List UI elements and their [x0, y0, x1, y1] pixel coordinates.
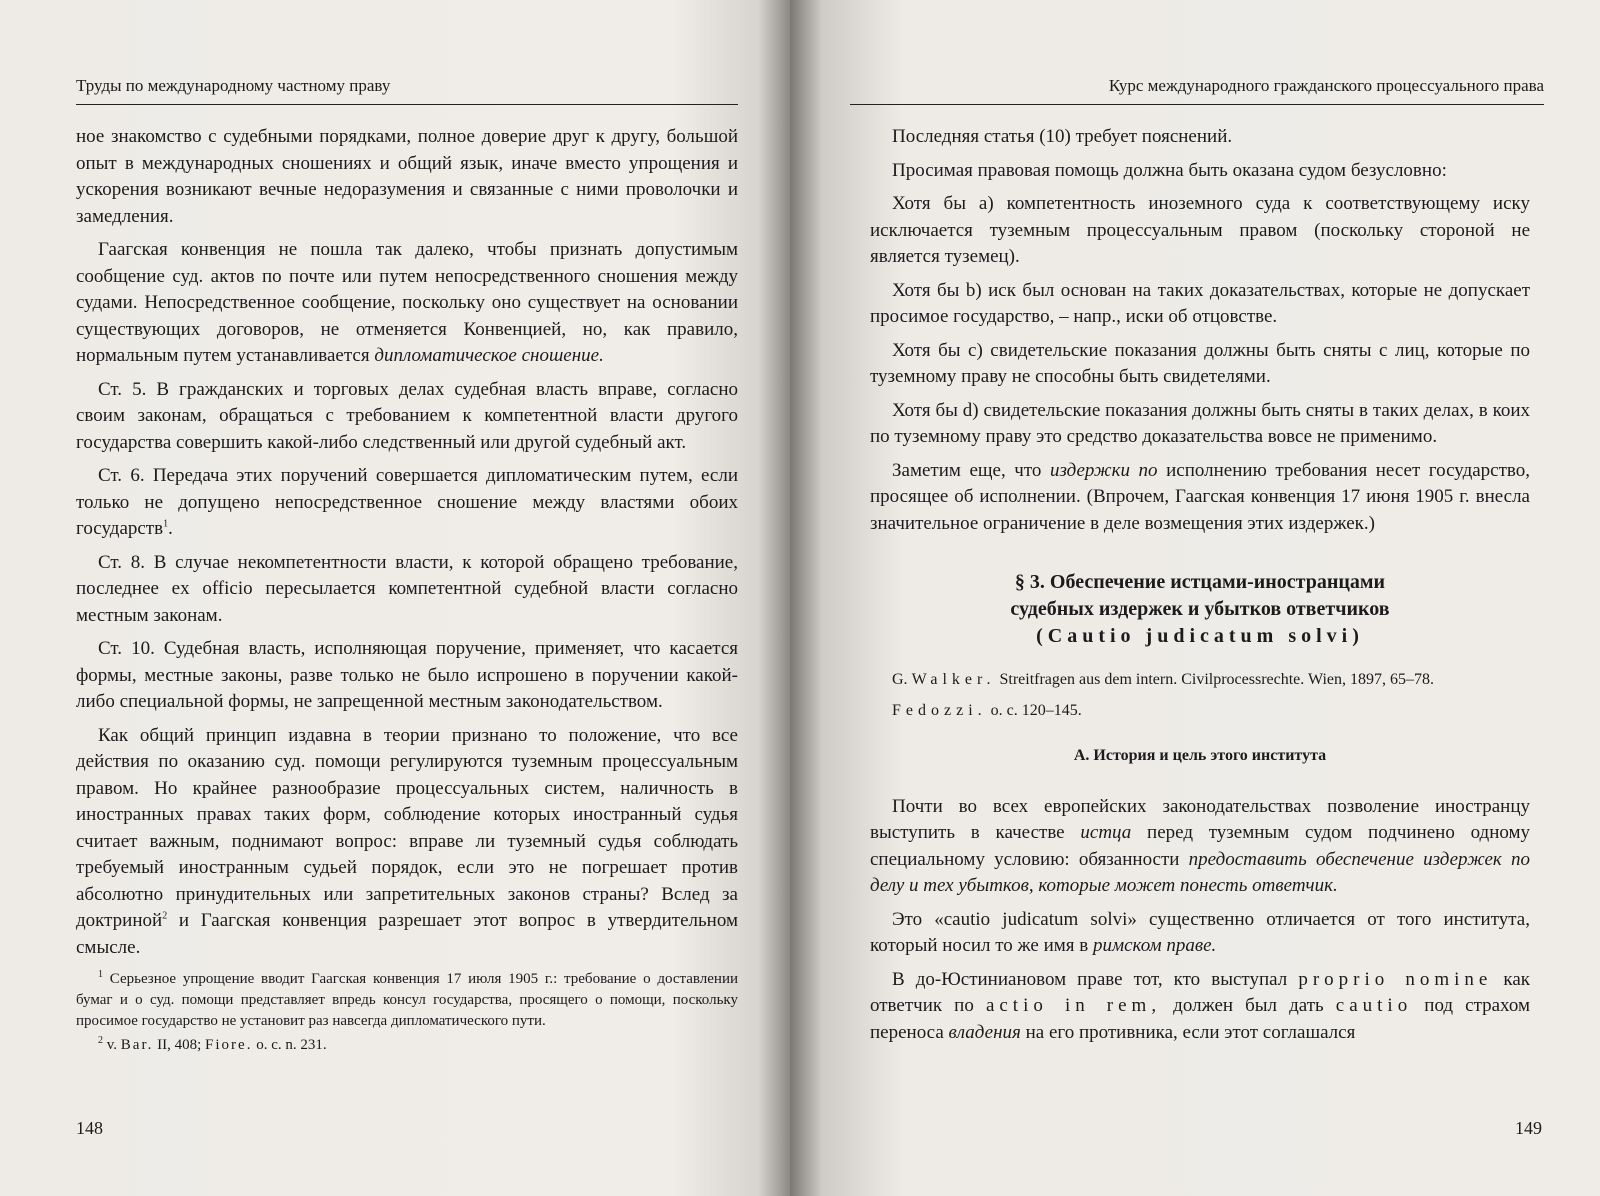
- footnote: $^1$ Серьезное упрощение вводит Гаагская конвенция 17 июля 1905 г.: требование о доставлении бумаг и о суд. помощи представляет впредь консул государства, просящего о помощи, поскольку просимое государство не установит раз навсегда дипломатического пути.: [76, 969, 739, 1029]
- right-page: [790, 0, 1600, 1196]
- literature-ref: Fedozzi. o. c. 120–145.: [892, 702, 1082, 719]
- left-page-number: 148: [76, 1118, 103, 1138]
- footnote-mark: 2: [162, 910, 168, 922]
- right-page-body: [870, 124, 1530, 1053]
- paragraph: Ст. 6. Передача этих поручений совершается дипломатическим путем, если только не допущено непосредственное сношение между властями обоих государств$^1$.: [76, 465, 738, 539]
- paragraph: Просимая правовая помощь должна быть оказана судом безусловно:: [892, 159, 1447, 181]
- section-title: § 3. Обеспечение истцами-иностранцами судебных издержек и убытков ответчиков (Cautio judicatum solvi): [1010, 571, 1390, 647]
- paragraph: Последняя статья (10) требует пояснений.: [892, 126, 1233, 147]
- literature-ref: G. Walker. Streitfragen aus dem intern. Civilprocessrechte. Wien, 1897, 65–78.: [892, 671, 1434, 688]
- footnotes: [76, 969, 738, 1056]
- subheading: А. История и цель этого института: [1073, 747, 1327, 764]
- right-page-number: 149: [1515, 1118, 1542, 1138]
- paragraph: Ст. 10. Судебная власть, исполняющая поручение, применяет, что касается формы, местные законы, разве только не было испрошено в поручении какой-либо специальной формы, не запрещенной местным законодательством.: [76, 638, 738, 712]
- paragraph: Ст. 8. В случае некомпетентности власти, к которой обращено требование, последнее ex officio пересылается компетентной судебной власти согласно местным законам.: [76, 551, 738, 626]
- paragraph: В до-Юстиниановом праве тот, кто выступал proprio nomine как ответчик по actio in rem, должен был дать cautio под страхом переноса владения на его противника, если этот соглашался: [870, 968, 1531, 1043]
- left-page-body: [76, 124, 738, 1059]
- paragraph: Хотя бы а) компетентность иноземного суда к соответствующему иску исключается туземным процессуальным правом (поскольку стороной не является туземец).: [870, 193, 1530, 267]
- paragraph: ное знакомство с судебными порядками, полное доверие друг к другу, большой опыт в международных сношениях и общий язык, иначе вместо упрощения и ускорения возникают вечные недоразумения и связанные с ними проволочки и замедления.: [76, 126, 738, 227]
- paragraph: Как общий принцип издавна в теории признано то положение, что все действия по оказанию суд. помощи регулируются туземным процессуальным правом. Но крайнее разнообразие процессуальных систем, наличность в иностранных правах таких форм, соблюдение которых иностранный судья считает важным, поднимают вопрос: вправе ли туземный судья соблюдать требуемый иностранным судьей порядок, если это не погрешает против абсолютно принудительных или запретительных законов страны? Вслед за доктриной$^2$ и Гаагская конвенция разрешает этот вопрос в утвердительном смысле.: [76, 724, 738, 958]
- footnote-mark: 1: [163, 518, 169, 530]
- left-head-rule: [76, 104, 738, 105]
- paragraph: Это «cautio judicatum solvi» существенно отличается от того института, который носил то же имя в римском праве.: [870, 908, 1530, 956]
- paragraph: Заметим еще, что издержки по исполнению требования несет государство, просящее об исполнении. (Впрочем, Гаагская конвенция 17 июня 1905 г. внесла значительное ограничение в деле возмещения этих издержек.): [870, 459, 1531, 534]
- paragraph: Гаагская конвенция не пошла так далеко, чтобы признать допустимым сообщение суд. актов по почте или путем непосредственного сношения между судами. Непосредственное сообщение, поскольку оно существует на основании существующих договоров, не отменяется Конвенцией, но, как правило, нормальным путем устанавливается дипломатическое сношение.: [76, 239, 738, 366]
- paragraph: Хотя бы b) иск был основан на таких доказательствах, которые не допускает просимое государство, – напр., иски об отцовстве.: [870, 279, 1530, 327]
- paragraph: Ст. 5. В гражданских и торговых делах судебная власть вправе, согласно своим законам, обращаться с требованием к компетентной власти другого государства совершить какой-либо следственный или другой судебный акт.: [76, 378, 738, 453]
- left-page: [0, 0, 790, 1196]
- right-head-rule: [850, 104, 1544, 105]
- footnote: $^2$ v. Bar. II, 408; Fiore. o. c. n. 231.: [98, 1035, 327, 1053]
- left-running-head: Труды по международному частному праву: [76, 76, 391, 95]
- paragraph: Почти во всех европейских законодательствах позволение иностранцу выступить в качестве истца перед туземным судом подчинено одному специальному условию: обязанности предоставить обеспечение издержек по делу и тех убытков, которые может понесть ответчик.: [870, 795, 1531, 896]
- right-running-head: Курс международного гражданского процессуального права: [1108, 76, 1544, 95]
- paragraph: Хотя бы d) свидетельские показания должны быть сняты в таких делах, в коих по туземному праву это средство доказательства вовсе не применимо.: [870, 399, 1530, 447]
- paragraph: Хотя бы с) свидетельские показания должны быть сняты с лиц, которые по туземному праву не способны быть свидетелями.: [870, 339, 1530, 387]
